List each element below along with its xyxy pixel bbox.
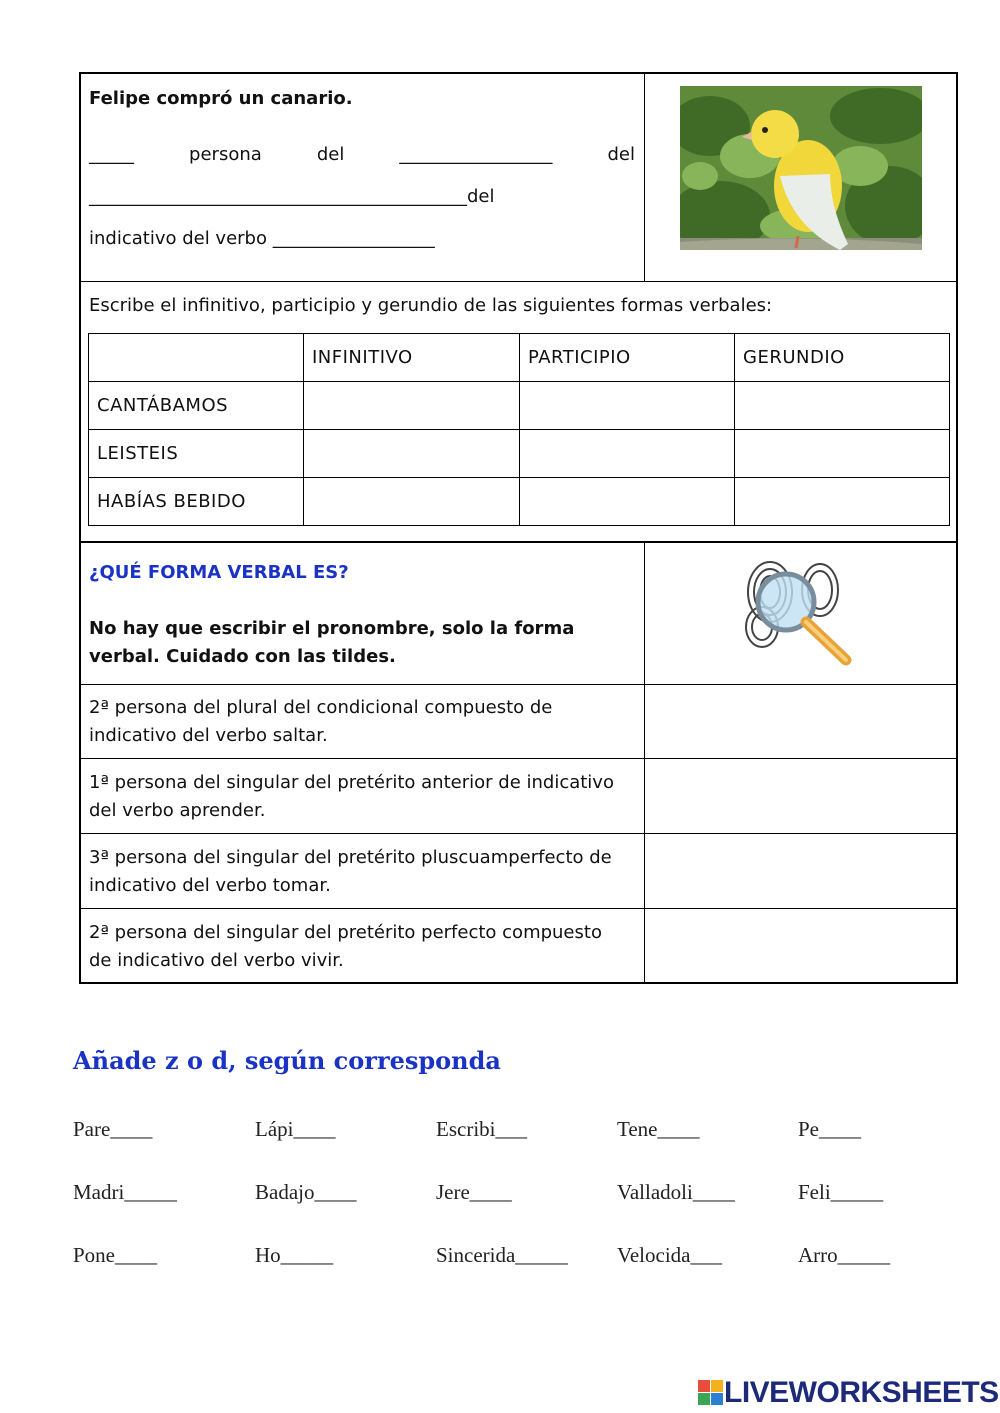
liveworksheets-logo	[698, 1376, 999, 1410]
answer-blank[interactable]: __________________________________________	[89, 186, 467, 207]
fill-word[interactable]: Escribi___	[436, 1117, 527, 1141]
table-row	[89, 478, 950, 526]
fill-word[interactable]: Jere____	[436, 1180, 512, 1204]
divider	[79, 833, 958, 834]
question-text: 2ª persona del singular del pretérito perfecto compuesto	[89, 922, 602, 943]
exercise1-line3	[89, 225, 435, 253]
fill-word[interactable]: Feli_____	[798, 1180, 884, 1204]
fill-word[interactable]: Lápi____	[255, 1117, 336, 1141]
text-del: del	[607, 144, 635, 165]
fill-word[interactable]: Ho_____	[255, 1243, 334, 1267]
fill-word[interactable]: Pone____	[73, 1243, 157, 1267]
row-label: HABÍAS BEBIDO	[89, 478, 304, 526]
question-text: 3ª persona del singular del pretérito pluscuamperfecto de	[89, 847, 612, 868]
exercise3-note-line1: No hay que escribir el pronombre, solo la forma	[89, 618, 575, 639]
table-header-gerundio: GERUNDIO	[735, 334, 950, 382]
divider	[644, 541, 645, 984]
question-text: 2ª persona del plural del condicional compuesto de	[89, 697, 553, 718]
row-label: LEISTEIS	[89, 430, 304, 478]
fill-word[interactable]: Madri_____	[73, 1180, 177, 1204]
exercise2-instruction: Escribe el infinitivo, participio y gerundio de las siguientes formas verbales:	[89, 295, 773, 316]
fill-word[interactable]: Arro_____	[798, 1243, 891, 1267]
magnifier-fingerprint-icon	[740, 552, 856, 670]
answer-cell[interactable]	[735, 430, 950, 478]
question-3	[89, 844, 612, 900]
exercise4-title: Añade z o d, según corresponda	[73, 1046, 501, 1075]
fill-word[interactable]: Badajo____	[255, 1180, 357, 1204]
answer-blank[interactable]: _________________	[399, 144, 553, 165]
answer-cell[interactable]	[520, 430, 735, 478]
answer-cell[interactable]	[520, 382, 735, 430]
text-indicativo: indicativo del verbo	[89, 228, 267, 249]
exercise1-sentence: Felipe compró un canario.	[89, 88, 353, 109]
text-del: del	[467, 186, 495, 207]
table-header-participio: PARTICIPIO	[520, 334, 735, 382]
divider	[79, 908, 958, 909]
answer-cell[interactable]	[735, 382, 950, 430]
answer-cell[interactable]	[304, 430, 520, 478]
answer-cell[interactable]	[735, 478, 950, 526]
exercise1-line1	[89, 141, 635, 169]
answer-cell[interactable]	[304, 478, 520, 526]
exercise3-note-line2: verbal. Cuidado con las tildes.	[89, 646, 396, 667]
question-text: indicativo del verbo saltar.	[89, 725, 328, 746]
text-persona: persona	[189, 144, 262, 165]
question-text: de indicativo del verbo vivir.	[89, 950, 344, 971]
exercise1-line2	[89, 183, 495, 211]
text-del: del	[316, 144, 345, 165]
answer-box[interactable]	[646, 760, 956, 832]
fill-word[interactable]: Velocida___	[617, 1243, 722, 1267]
canary-illustration	[680, 86, 922, 250]
table-header-empty	[89, 334, 304, 382]
fill-word[interactable]: Tene____	[617, 1117, 700, 1141]
divider	[79, 758, 958, 759]
table-header-infinitivo: INFINITIVO	[304, 334, 520, 382]
question-4	[89, 919, 602, 975]
table-row	[89, 382, 950, 430]
question-text: 1ª persona del singular del pretérito anterior de indicativo	[89, 772, 614, 793]
logo-blocks-icon	[698, 1380, 724, 1406]
answer-box[interactable]	[646, 835, 956, 907]
table-header-row	[89, 334, 950, 382]
question-text: indicativo del verbo tomar.	[89, 875, 331, 896]
answer-cell[interactable]	[304, 382, 520, 430]
fill-word[interactable]: Pe____	[798, 1117, 861, 1141]
divider	[644, 72, 645, 282]
row-label: CANTÁBAMOS	[89, 382, 304, 430]
answer-blank[interactable]: _____	[89, 144, 134, 165]
answer-box[interactable]	[646, 686, 956, 757]
divider	[79, 684, 958, 685]
answer-cell[interactable]	[520, 478, 735, 526]
table-row	[89, 430, 950, 478]
question-1	[89, 694, 552, 750]
logo-text: LIVEWORKSHEETS	[724, 1376, 999, 1409]
answer-box[interactable]	[646, 910, 956, 982]
fill-word[interactable]: Sincerida_____	[436, 1243, 568, 1267]
fill-word[interactable]: Valladoli____	[617, 1180, 735, 1204]
exercise3-title: ¿QUÉ FORMA VERBAL ES?	[89, 562, 349, 583]
question-text: del verbo aprender.	[89, 800, 266, 821]
divider	[79, 281, 958, 282]
answer-blank[interactable]: __________________	[272, 228, 435, 249]
fill-word[interactable]: Pare____	[73, 1117, 153, 1141]
verb-forms-table	[88, 333, 950, 526]
question-2	[89, 769, 614, 825]
canary-photo	[680, 86, 922, 250]
